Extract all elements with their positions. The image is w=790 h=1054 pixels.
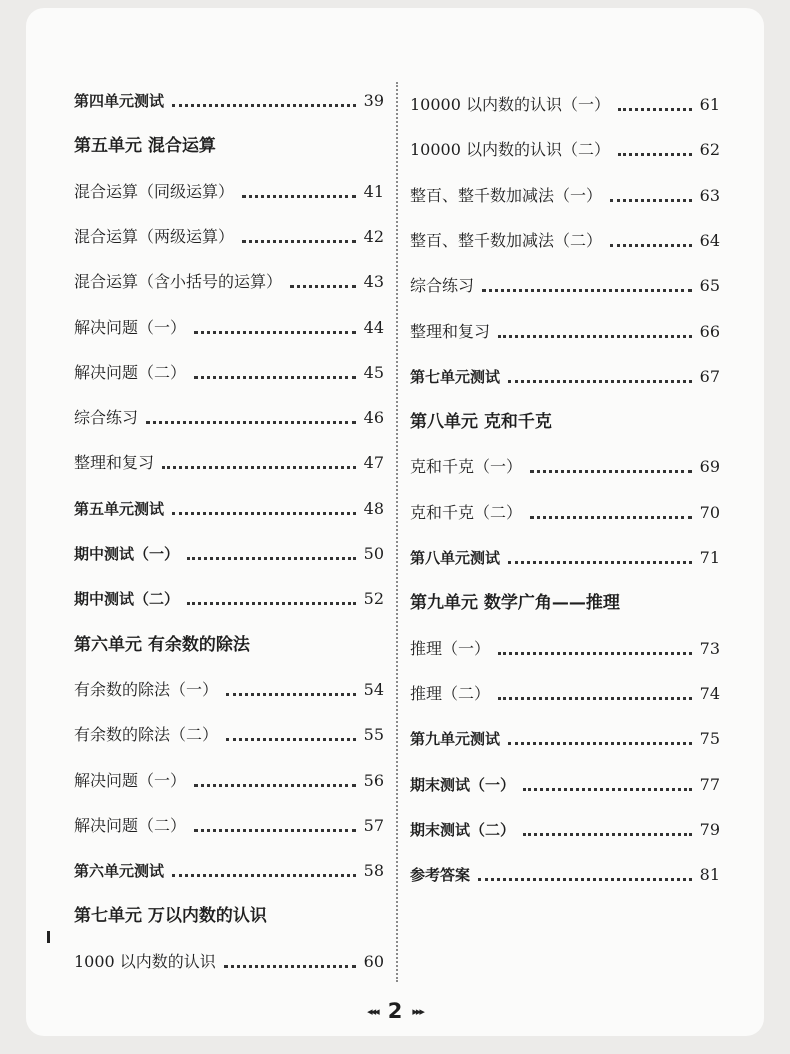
dot-leader (242, 195, 356, 198)
toc-entry-title: 整百、整千数加减法（二） (410, 230, 603, 250)
toc-entry-title: 第七单元测试 (410, 367, 501, 386)
toc-entry-page: 65 (699, 276, 720, 296)
toc-page (26, 8, 764, 1036)
toc-entry-title: 整理和复习 (410, 321, 491, 341)
toc-entry-title: 混合运算（同级运算） (74, 181, 235, 201)
toc-entry-page: 45 (363, 362, 384, 382)
toc-entry-title: 解决问题（二） (74, 362, 187, 382)
toc-entry-page: 70 (699, 502, 720, 522)
toc-entry-page: 54 (363, 679, 384, 699)
next-arrows-icon: ▸▸▸ (412, 1004, 423, 1018)
dot-leader (530, 470, 692, 473)
unit-heading: 第九单元 数学广角——推理 (410, 593, 620, 614)
toc-entry[interactable] (410, 222, 720, 252)
toc-entry-page: 58 (363, 861, 384, 881)
toc-entry-title: 克和千克（二） (410, 502, 523, 522)
toc-entry-page: 56 (363, 770, 384, 790)
column-divider (396, 82, 398, 982)
toc-entry-page: 63 (699, 185, 720, 205)
toc-entry[interactable] (74, 263, 384, 293)
dot-leader (530, 516, 692, 519)
toc-entry-page: 64 (699, 230, 720, 250)
toc-entry-title: 综合练习 (410, 276, 475, 296)
dot-leader (146, 421, 356, 424)
toc-entry[interactable] (410, 177, 720, 207)
toc-entry-title: 参考答案 (410, 866, 471, 885)
toc-entry-title: 混合运算（两级运算） (74, 226, 235, 246)
toc-entry[interactable] (410, 358, 720, 388)
toc-entry[interactable] (410, 539, 720, 569)
dot-leader (194, 331, 356, 334)
dot-leader (610, 199, 692, 202)
toc-entry[interactable] (410, 86, 720, 116)
dot-leader (224, 965, 356, 968)
toc-entry[interactable] (74, 399, 384, 429)
toc-entry-page: 61 (699, 95, 720, 114)
dot-leader (194, 829, 356, 832)
toc-entry-page: 57 (363, 815, 384, 835)
toc-entry-title: 推理（二） (410, 683, 491, 703)
dot-leader (194, 784, 356, 787)
dot-leader (172, 512, 356, 515)
dot-leader (187, 602, 356, 605)
toc-entry-title: 第八单元测试 (410, 549, 501, 567)
unit-heading: 第六单元 有余数的除法 (74, 634, 250, 655)
dot-leader (226, 693, 356, 696)
toc-entry[interactable] (410, 811, 720, 841)
toc-entry[interactable] (74, 671, 384, 701)
toc-entry-title: 有余数的除法（二） (74, 725, 219, 745)
margin-mark (47, 931, 50, 943)
prev-arrows-icon: ◂◂◂ (367, 1004, 378, 1018)
toc-entry[interactable] (74, 716, 384, 746)
unit-heading: 第八单元 克和千克 (410, 412, 552, 433)
toc-entry-page: 79 (699, 819, 720, 839)
toc-entry-page: 50 (363, 544, 384, 563)
toc-entry[interactable] (74, 490, 384, 520)
toc-entry-title: 解决问题（二） (74, 815, 187, 835)
dot-leader (242, 240, 356, 243)
toc-entry-title: 期末测试（一） (410, 775, 516, 794)
toc-entry-page: 67 (699, 366, 720, 386)
toc-entry[interactable] (74, 173, 384, 203)
toc-entry-title: 第五单元测试 (74, 499, 165, 518)
dot-leader (523, 788, 692, 791)
toc-entry-page: 42 (363, 226, 384, 246)
dot-leader (478, 878, 692, 881)
toc-entry-page: 41 (363, 181, 384, 201)
toc-entry[interactable] (74, 943, 384, 973)
dot-leader (618, 108, 692, 111)
toc-entry[interactable] (410, 131, 720, 161)
dot-leader (498, 652, 692, 655)
toc-entry-page: 69 (699, 457, 720, 477)
dot-leader (498, 697, 692, 700)
toc-entry-title: 期中测试（一） (74, 545, 180, 563)
dot-leader (610, 244, 692, 247)
toc-entry[interactable] (410, 313, 720, 343)
toc-entry-page: 77 (699, 774, 720, 794)
dot-leader (187, 557, 356, 560)
dot-leader (172, 104, 356, 107)
toc-entry-title: 整理和复习 (74, 453, 155, 473)
toc-entry-title: 期末测试（二） (410, 820, 516, 839)
toc-entry-title: 第九单元测试 (410, 730, 501, 749)
toc-entry[interactable] (74, 82, 384, 112)
toc-entry-title: 解决问题（一） (74, 317, 187, 337)
toc-entry[interactable] (74, 762, 384, 792)
toc-entry[interactable] (74, 535, 384, 565)
toc-entry[interactable] (410, 766, 720, 796)
toc-entry[interactable] (410, 630, 720, 660)
page-number: 2 (387, 999, 403, 1023)
dot-leader (226, 738, 356, 741)
toc-entry-page: 81 (699, 865, 720, 885)
toc-entry-title: 克和千克（一） (410, 457, 523, 477)
toc-entry[interactable] (410, 720, 720, 750)
dot-leader (508, 561, 692, 564)
dot-leader (194, 376, 356, 379)
toc-entry-page: 71 (699, 548, 720, 567)
toc-entry-title: 整百、整千数加减法（一） (410, 185, 603, 205)
toc-entry[interactable] (74, 807, 384, 837)
toc-entry-page: 74 (699, 683, 720, 703)
toc-entry[interactable] (74, 218, 384, 248)
dot-leader (172, 874, 356, 877)
dot-leader (482, 289, 692, 292)
toc-entry[interactable] (74, 852, 384, 882)
dot-leader (523, 833, 692, 836)
dot-leader (508, 742, 692, 745)
toc-entry-title: 1000 以内数的认识 (74, 951, 216, 971)
toc-entry-page: 55 (363, 725, 384, 745)
toc-entry-title: 混合运算（含小括号的运算） (74, 272, 283, 292)
unit-heading: 第五单元 混合运算 (74, 136, 216, 157)
toc-entry-title: 第四单元测试 (74, 92, 165, 110)
toc-entry[interactable] (410, 448, 720, 478)
toc-entry[interactable] (410, 494, 720, 524)
toc-entry-page: 52 (363, 589, 384, 609)
toc-entry-page: 39 (363, 91, 384, 110)
toc-entry-title: 解决问题（一） (74, 770, 187, 790)
toc-entry-page: 66 (699, 321, 720, 341)
dot-leader (618, 153, 692, 156)
toc-entry-page: 46 (363, 408, 384, 428)
toc-entry-title: 第六单元测试 (74, 862, 165, 881)
toc-entry-page: 43 (363, 272, 384, 292)
page-footer (26, 996, 764, 1026)
toc-entry-title: 综合练习 (74, 408, 139, 428)
toc-entry[interactable] (74, 354, 384, 384)
toc-entry-page: 62 (699, 140, 720, 160)
toc-entry[interactable] (410, 267, 720, 297)
toc-entry[interactable] (74, 309, 384, 339)
unit-heading: 第七单元 万以内数的认识 (74, 906, 267, 927)
toc-entry-page: 48 (363, 498, 384, 518)
toc-entry[interactable] (410, 675, 720, 705)
toc-entry-title: 有余数的除法（一） (74, 679, 219, 699)
toc-entry-page: 60 (363, 951, 384, 971)
toc-entry-title: 推理（一） (410, 638, 491, 658)
dot-leader (290, 285, 356, 288)
dot-leader (498, 335, 692, 338)
toc-entry[interactable] (74, 444, 384, 474)
toc-entry-title: 10000 以内数的认识（二） (410, 140, 610, 160)
toc-entry-page: 75 (699, 729, 720, 749)
toc-entry[interactable] (410, 856, 720, 886)
dot-leader (508, 380, 692, 383)
dot-leader (162, 466, 356, 469)
toc-entry-title: 10000 以内数的认识（一） (410, 95, 610, 114)
toc-entry[interactable] (74, 580, 384, 610)
toc-entry-page: 73 (699, 638, 720, 658)
toc-entry-page: 47 (363, 453, 384, 473)
toc-entry-page: 44 (363, 317, 384, 337)
toc-entry-title: 期中测试（二） (74, 590, 180, 609)
